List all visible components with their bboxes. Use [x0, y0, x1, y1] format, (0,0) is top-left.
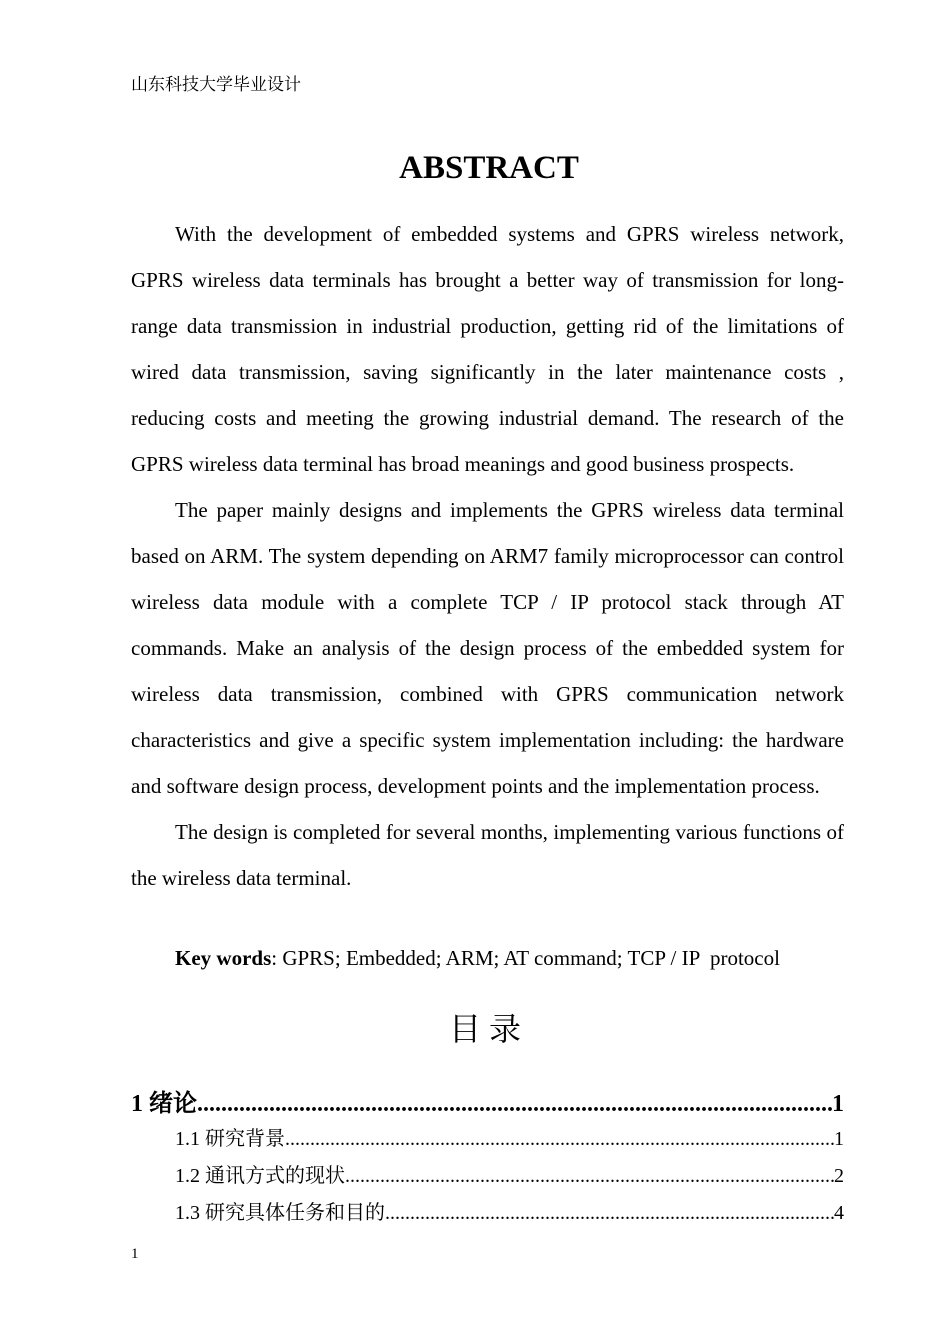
toc-entry-label: 1.2 通讯方式的现状: [175, 1165, 345, 1187]
toc-entry-label: 1.3 研究具体任务和目的: [175, 1202, 385, 1224]
abstract-body: [131, 211, 844, 901]
keywords-label: Key words: [175, 946, 272, 970]
toc-leader-dots: [285, 1128, 834, 1151]
toc-entry-page: 1: [834, 1128, 844, 1150]
toc-section-entry[interactable]: [175, 1196, 844, 1225]
toc-leader-dots: [197, 1091, 832, 1118]
toc-entry-page: 4: [834, 1202, 844, 1224]
toc-leader-dots: [385, 1202, 834, 1225]
toc-entry-page: 2: [834, 1165, 844, 1187]
abstract-paragraph: With the development of embedded systems and GPRS wireless network, GPRS wireless data terminals has brought a better way of transmission for long-range data transmission in industrial production, getting rid of the limitations of wired data transmission, saving significantly in the later maintenance costs , reducing costs and meeting the growing industrial demand. The research of the GPRS wireless data terminal has broad meanings and good business prospects.: [131, 222, 844, 476]
abstract-paragraph: The design is completed for several months, implementing various functions of the wireless data terminal.: [131, 820, 844, 890]
page-number: 1: [131, 1246, 139, 1262]
toc-section-entry[interactable]: [175, 1159, 844, 1188]
toc-section-entry[interactable]: [175, 1122, 844, 1151]
toc-entry-page: 1: [832, 1091, 844, 1117]
toc-title: 目录: [448, 1010, 529, 1048]
abstract-paragraph: The paper mainly designs and implements the GPRS wireless data terminal based on ARM. The system depending on ARM7 family microprocessor can control wireless data module with a complete TCP / IP protocol stack through AT commands. Make an analysis of the design process of the embedded system for wireless data transmission, combined with GPRS communication network characteristics and give a specific system implementation including: the hardware and software design process, development points and the implementation process.: [131, 498, 844, 798]
keywords-line: [175, 946, 780, 971]
toc-leader-dots: [345, 1165, 834, 1188]
toc-entry-label: 1 绪论: [131, 1091, 197, 1117]
abstract-title: ABSTRACT: [399, 150, 579, 186]
toc-entry-label: 1.1 研究背景: [175, 1128, 285, 1150]
page-header: 山东科技大学毕业设计: [131, 75, 301, 95]
keywords-value: : GPRS; Embedded; ARM; AT command; TCP / IP protocol: [271, 946, 780, 970]
toc-chapter-entry[interactable]: [131, 1083, 844, 1118]
